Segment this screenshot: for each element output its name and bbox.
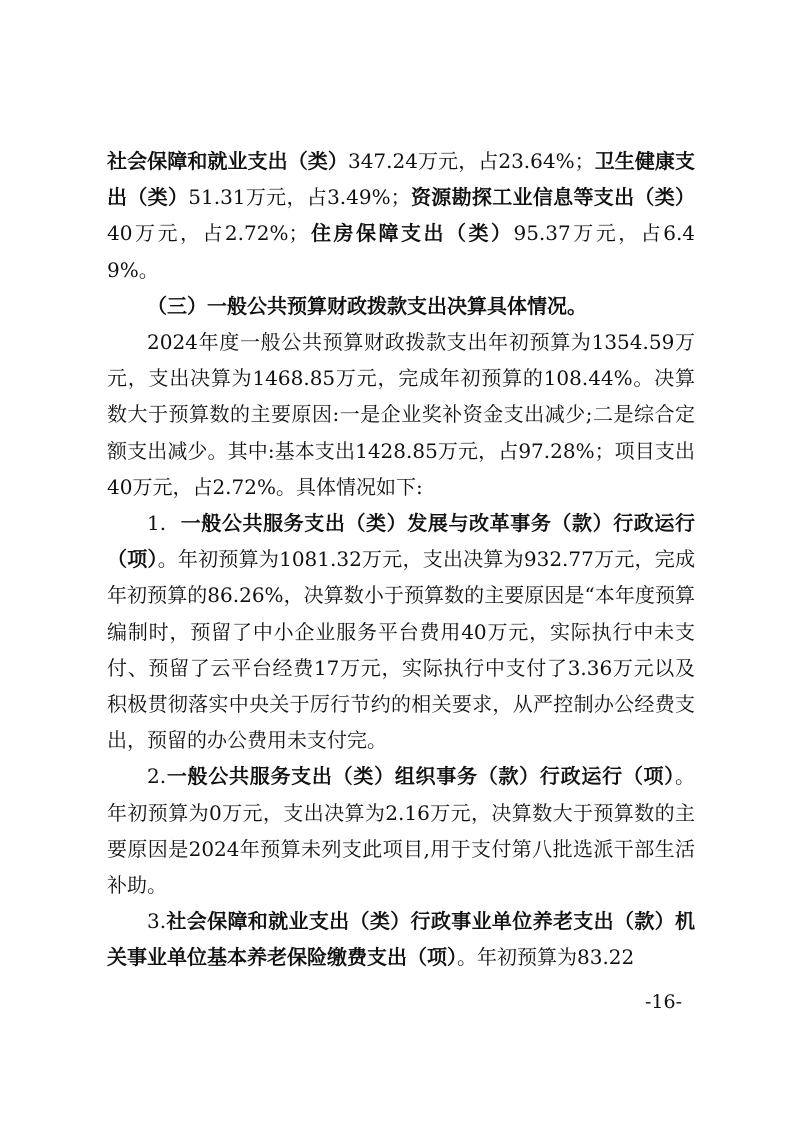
paragraph-summary: 2024年度一般公共预算财政拨款支出年初预算为1354.59万元，支出决算为1468.85万元，完成年初预算的108.44%。决算数大于预算数的主要原因:一是企业奖补资金支出减少;二是综合定额支出减少。其中:基本支出1428.85万元，占97.28%；项目支出40万元，占2.72%。具体情况如下: — [107, 330, 695, 499]
body-text: 51.31万元，占3.49%； — [188, 185, 411, 210]
body-text: 40万元，占2.72%； — [107, 221, 309, 246]
item-title: 一般公共服务支出（类）发展与改革事务（款）行政运行（项） — [107, 511, 695, 572]
item-number: 2. — [147, 764, 167, 789]
list-item-3 — [107, 903, 695, 975]
item-number: 1. — [147, 511, 167, 536]
list-item-2 — [107, 758, 695, 903]
item-text: 。年初预算为0万元，支出决算为2.16万元，决算数大于预算数的主要原因是2024年预算未列支此项目,用于支付第八批选派干部生活补助。 — [107, 764, 695, 898]
item-title: 一般公共服务支出（类）组织事务（款）行政运行（项） — [166, 764, 675, 789]
page-number: -16- — [645, 991, 683, 1013]
item-title: 社会保障和就业支出（类）行政事业单位养老支出（款）机关事业单位基本养老保险缴费支出（项） — [107, 909, 695, 970]
item-text: 。年初预算为1081.32万元，支出决算为932.77万元，完成年初预算的86.26%，决算数小于预算数的主要原因是“本年度预算编制时，预留了中小企业服务平台费用40万元，实际执行中未支付、预留了云平台经费17万元，实际执行中支付了3.36万元以及积极贯彻落实中央关于厉行节约的相关要求，从严控制办公经费支出，预留的办公费用未支付完。 — [107, 547, 696, 753]
item-number: 3. — [147, 909, 167, 934]
bold-term: 社会保障和就业支出（类） — [107, 149, 348, 173]
section-heading: （三）一般公共预算财政拨款支出决算具体情况。 — [147, 293, 587, 318]
body-text: 95.37万元，占6.49%。 — [107, 221, 696, 282]
body-text: 347.24万元，占23.64%； — [347, 149, 595, 173]
page-body — [107, 143, 695, 976]
bold-term: 住房保障支出（类） — [308, 221, 514, 246]
bold-term: 卫生健康支出（类） — [107, 149, 696, 210]
bold-term: 资源勘探工业信息等支出（类） — [410, 185, 696, 210]
paragraph-category-breakdown — [107, 143, 695, 288]
list-item-1 — [107, 505, 695, 758]
item-text: 。年初预算为83.22 — [457, 945, 635, 970]
